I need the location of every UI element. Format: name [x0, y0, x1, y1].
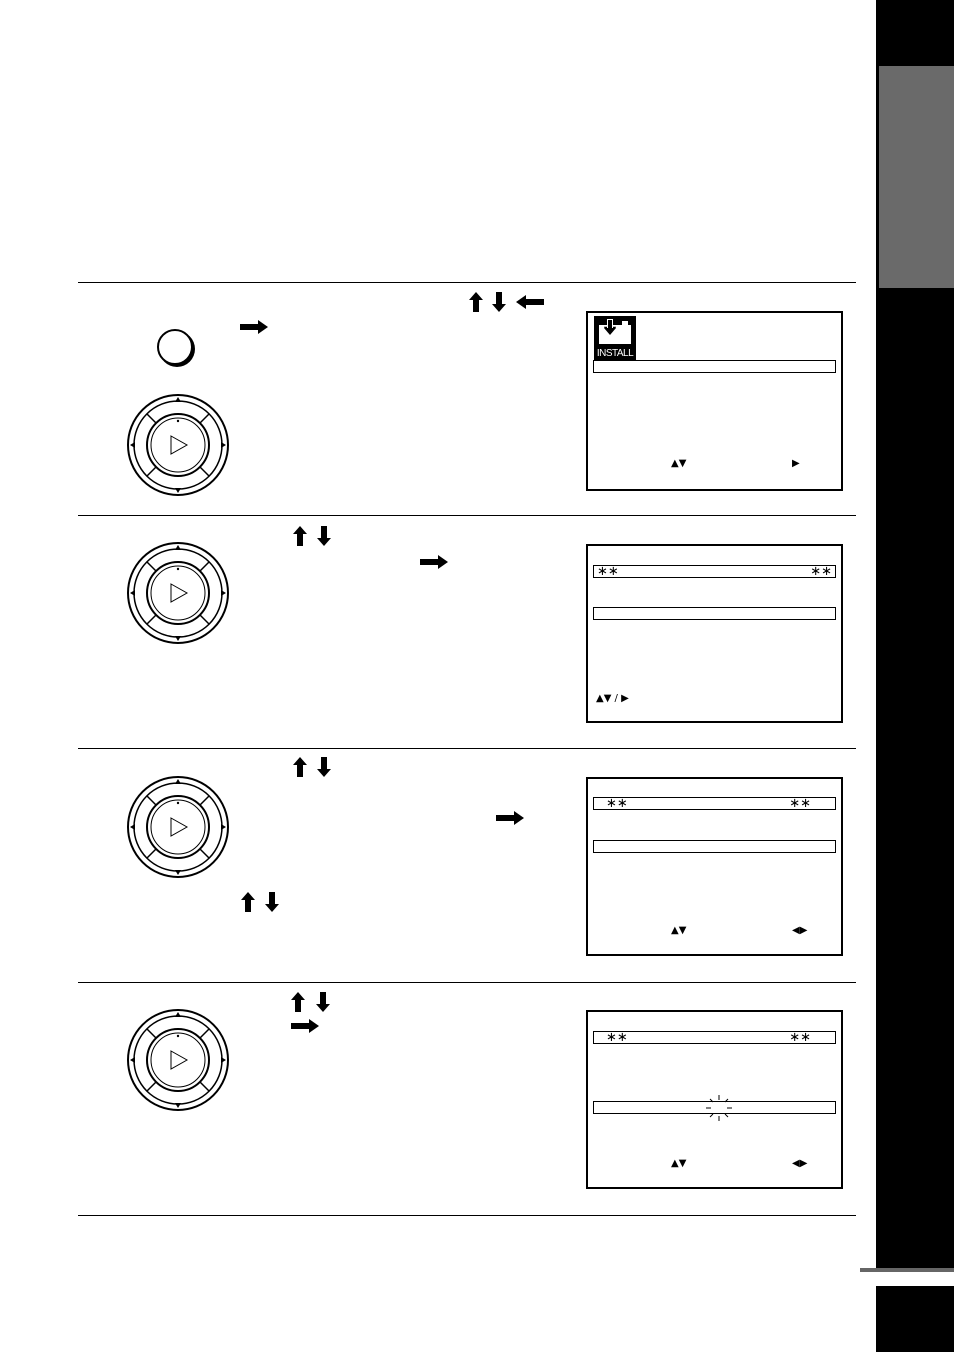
arrow-right-icon: [420, 555, 448, 569]
menu-screen-install: [586, 311, 843, 491]
section-divider: [78, 748, 856, 749]
jog-dial-icon: [126, 541, 230, 645]
stars-left: ∗∗: [606, 796, 628, 811]
section-divider: [78, 1215, 856, 1216]
nav-up-down-icon: ▲▼: [671, 1158, 687, 1169]
stars-right: ∗∗: [789, 1030, 811, 1045]
arrow-right-icon: [496, 811, 524, 825]
arrow-down-icon: [316, 992, 330, 1012]
arrow-right-icon: [291, 1019, 319, 1033]
arrow-down-icon: [317, 526, 331, 546]
menu-screen-3: [586, 777, 843, 956]
install-icon: [594, 316, 636, 360]
section-divider: [78, 282, 856, 283]
nav-up-down-icon: ▲▼: [671, 925, 687, 936]
nav-left-right-icon: ◀▶: [792, 1158, 808, 1169]
header-bar: [593, 1031, 836, 1044]
header-bar: [593, 797, 836, 810]
jog-dial-icon: [126, 393, 230, 497]
nav-up-down-icon: ▲▼: [671, 458, 687, 469]
side-tab-highlight: [879, 66, 954, 288]
highlight-bar: [593, 360, 836, 373]
jog-dial-icon: [126, 775, 230, 879]
stars-right: ∗∗: [789, 796, 811, 811]
arrow-up-icon: [293, 757, 307, 777]
nav-icon: ▲▼ / ▶: [596, 693, 629, 704]
header-bar: [593, 565, 836, 578]
arrow-left-icon: [516, 295, 544, 309]
blink-icon: [704, 1093, 734, 1123]
arrow-up-icon: [291, 992, 305, 1012]
nav-left-right-icon: ◀▶: [792, 925, 808, 936]
arrow-down-icon: [265, 892, 279, 912]
section-divider: [78, 515, 856, 516]
stars-right: ∗∗: [810, 564, 832, 579]
nav-right-icon: ▶: [792, 458, 800, 469]
arrow-up-icon: [469, 292, 483, 312]
highlight-bar: [593, 840, 836, 853]
arrow-up-icon: [241, 892, 255, 912]
stars-left: ∗∗: [606, 1030, 628, 1045]
install-label: INSTALL: [596, 348, 634, 359]
stars-left: ∗∗: [597, 564, 619, 579]
arrow-up-icon: [293, 526, 307, 546]
menu-screen-2: [586, 544, 843, 723]
section-divider: [78, 982, 856, 983]
jog-dial-icon: [126, 1008, 230, 1112]
arrow-right-icon: [240, 320, 268, 334]
side-tab-gap: [876, 1272, 954, 1286]
highlight-bar: [593, 607, 836, 620]
arrow-down-icon: [317, 757, 331, 777]
arrow-down-icon: [492, 292, 506, 312]
round-button-icon: [157, 329, 193, 365]
menu-screen-4: [586, 1010, 843, 1189]
